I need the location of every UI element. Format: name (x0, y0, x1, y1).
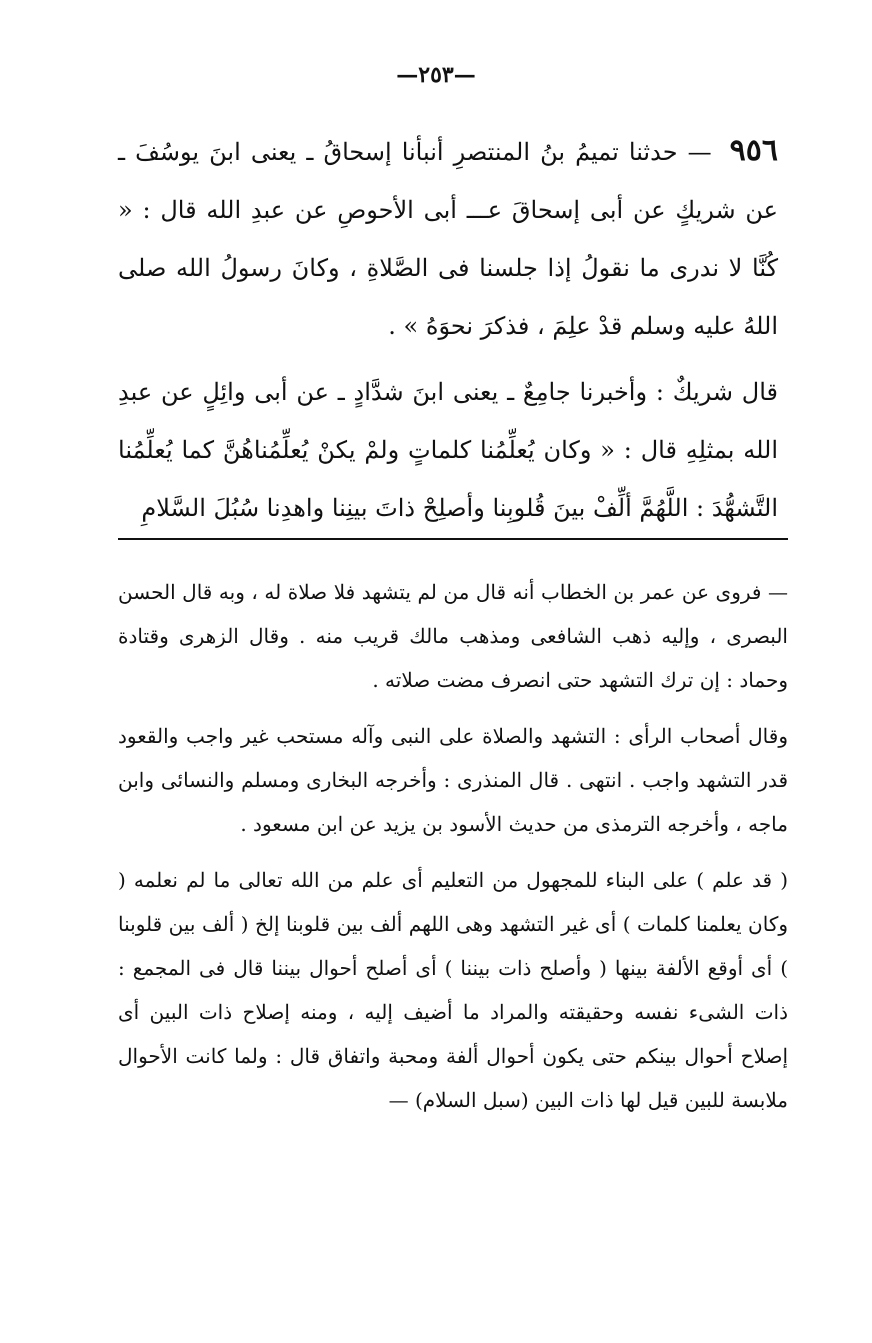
hadith-number: ٩٥٦ (729, 133, 778, 168)
commentary-paragraph-3: ( قد علم ) على البناء للمجهول من التعليم أى علم من الله تعالى ما لم نعلمه ( وكان يعلمنا كلمات ) أى غير التشهد وهى اللهم ألف بين قلوبنا إلخ ( ألف بين قلوبنا ) أى أوقع الألفة بينها ( وأصلح ذات بيننا ) أى أصلح أحوال بيننا قال فى المجمع : ذات الشىء نفسه وحقيقته والمراد ما أضيف إليه ، ومنه إصلاح ذات البين أى إصلاح أحوال بينكم حتى يكون أحوال ألفة ومحبة واتفاق قال : ولما كانت الأحوال ملابسة للبين قيل لها ذات البين (سبل السلام) — (118, 868, 788, 1112)
page-number: —٢٥٣— (396, 62, 476, 88)
commentary-paragraph-2: وقال أصحاب الرأى : التشهد والصلاة على النبى وآله مستحب غير واجب والقعود قدر التشهد واجب . انتهى . قال المنذرى : وأخرجه البخارى ومسلم والنسائى وابن ماجه ، وأخرجه الترمذى من حديث الأسود بن يزيد عن ابن مسعود . (118, 724, 788, 836)
hadith-paragraph-2: قال شريكٌ : وأخبرنا جامِعٌ ـ يعنى ابنَ شدَّادٍ ـ عن أبى وائِلٍ عن عبدِ الله بمثلِهِ قال : « وكان يُعلِّمُنا كلماتٍ ولمْ يكنْ يُعلِّمُناهُنَّ كما يُعلِّمُنا التَّشهُّدَ : اللَّهُمَّ ألِّفْ بينَ قُلوبِنا وأصلِحْ ذاتَ بينِنا واهدِنا سُبُلَ السَّلامِ (118, 378, 778, 522)
commentary-paragraph-1: — فروى عن عمر بن الخطاب أنه قال من لم يتشهد فلا صلاة له ، وبه قال الحسن البصرى ، وإليه ذهب الشافعى ومذهب مالك قريب منه . وقال الزهرى وقتادة وحماد : إن ترك التشهد حتى انصرف مضت صلاته . (118, 580, 788, 692)
hadith-paragraph-1-text: — حدثنا تميمُ بنُ المنتصرِ أنبأنا إسحاقُ ـ يعنى ابنَ يوسُفَ ـ عن شريكٍ عن أبى إسحاقَ عـــ أبى الأحوصِ عن عبدِ الله قال : « كُنَّا لا ندرى ما نقولُ إذا جلسنا فى الصَّلاةِ ، وكانَ رسولُ الله صلى اللهُ عليه وسلم قدْ علِمَ ، فذكرَ نحوَهُ » . (118, 138, 778, 340)
section-divider (118, 538, 788, 540)
commentary-text (118, 570, 788, 1122)
hadith-paragraph-1 (118, 122, 778, 355)
hadith-text (118, 122, 778, 537)
